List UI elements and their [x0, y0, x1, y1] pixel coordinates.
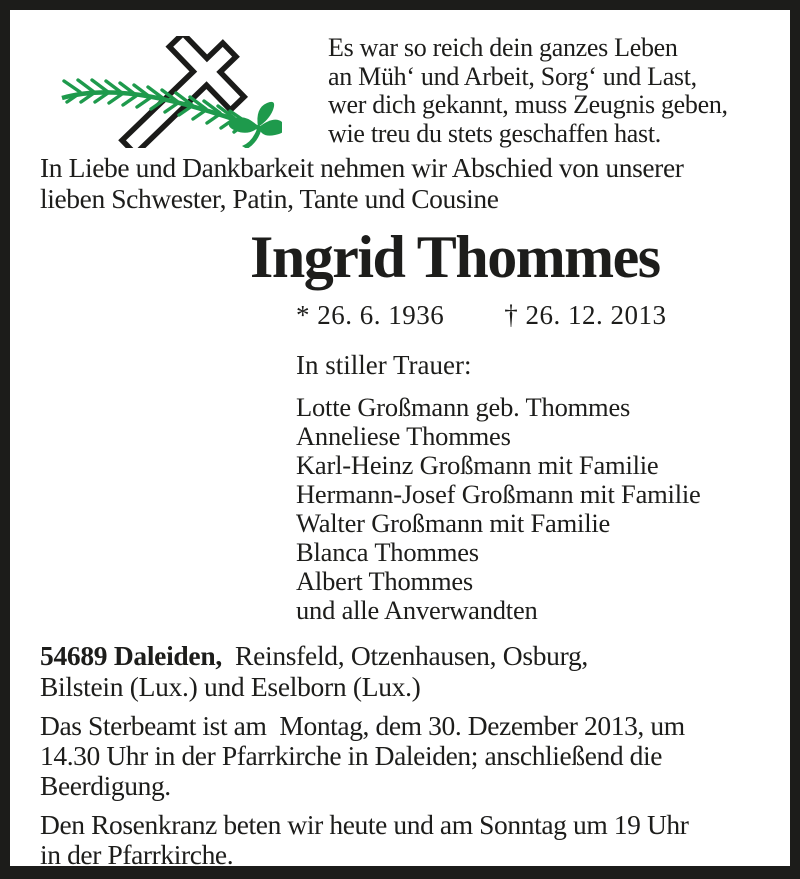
- rosary-line: Den Rosenkranz beten wir heute und am Sonntag um 19 Uhr: [40, 809, 689, 840]
- memorial-poem: [328, 34, 728, 148]
- mourner-item: Anneliese Thommes: [296, 421, 511, 451]
- mourner-item: Albert Thommes: [296, 566, 474, 596]
- service-line: Das Sterbeamt ist am Montag, dem 30. Dezember 2013, um: [40, 710, 685, 741]
- service-line: 14.30 Uhr in der Pfarrkirche in Daleiden; anschließend die: [40, 740, 663, 771]
- places-line-1: [40, 640, 778, 671]
- birth-date: * 26. 6. 1936: [296, 300, 445, 330]
- places-line-2: Bilstein (Lux.) und Eselborn (Lux.): [40, 671, 421, 702]
- rosary-info: [40, 810, 778, 870]
- rosary-line: in der Pfarrkirche.: [40, 839, 234, 870]
- mourners-list: [296, 393, 778, 625]
- death-date: † 26. 12. 2013: [504, 300, 667, 330]
- farewell-intro: [40, 152, 778, 214]
- funeral-service-info: [40, 711, 778, 801]
- mourner-item: Hermann-Josef Großmann mit Familie: [296, 479, 701, 509]
- mourner-item: Lotte Großmann geb. Thommes: [296, 392, 631, 422]
- postal-town: 54689 Daleiden,: [40, 640, 222, 671]
- other-towns: Reinsfeld, Otzenhausen, Osburg,: [221, 640, 589, 671]
- service-line: Beerdigung.: [40, 770, 171, 801]
- notice-header: [40, 30, 778, 148]
- poem-line: Es war so reich dein ganzes Leben: [328, 33, 678, 62]
- life-dates: [296, 300, 778, 331]
- deceased-name: Ingrid Thommes: [250, 224, 660, 290]
- poem-line: an Müh‘ und Arbeit, Sorg‘ und Last,: [328, 61, 697, 91]
- poem-line: wie treu du stets geschaffen hast.: [328, 118, 661, 148]
- mourner-item: und alle Anverwandten: [296, 595, 538, 625]
- places-line: [40, 640, 778, 702]
- cross-with-pine-branch-icon: [54, 36, 282, 148]
- poem-line: wer dich gekannt, muss Zeugnis geben,: [328, 90, 728, 119]
- notice-content: [10, 10, 790, 870]
- intro-line: lieben Schwester, Patin, Tante und Cousine: [40, 183, 499, 214]
- intro-line: In Liebe und Dankbarkeit nehmen wir Abschied von unserer: [40, 152, 684, 183]
- center-column: [296, 300, 778, 625]
- mourner-item: Walter Großmann mit Familie: [296, 508, 611, 538]
- mourning-label: In stiller Trauer:: [296, 350, 472, 380]
- mourner-item: Karl-Heinz Großmann mit Familie: [296, 450, 659, 480]
- mourner-item: Blanca Thommes: [296, 537, 479, 567]
